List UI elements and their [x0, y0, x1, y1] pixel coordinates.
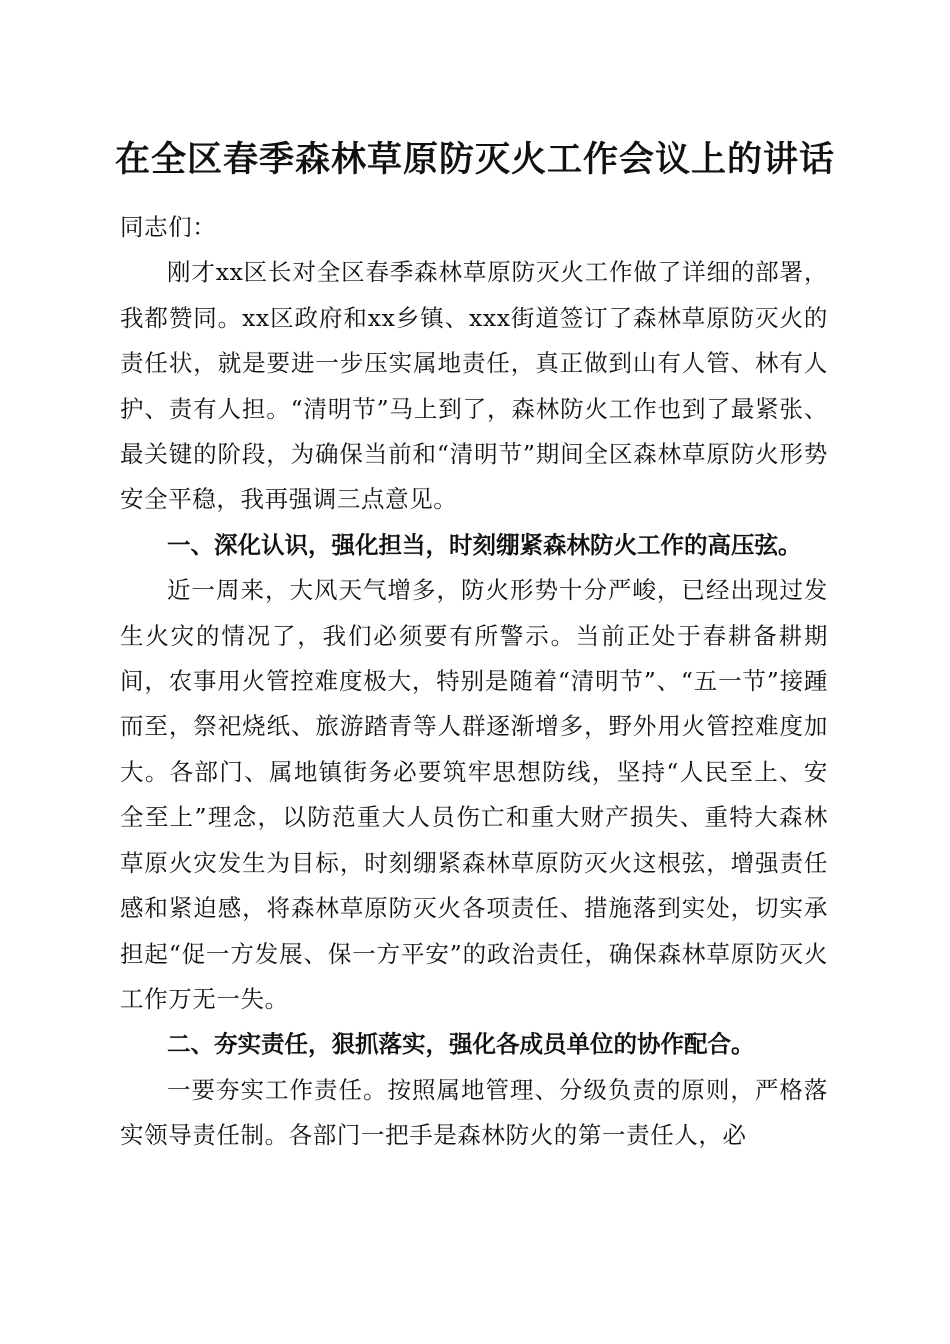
- salutation: 同志们：: [120, 213, 217, 241]
- document-body: [120, 205, 828, 1159]
- section-heading-1: 一、深化认识，强化担当，时刻绷紧森林防火工作的高压弦。: [167, 530, 802, 559]
- document-title: 在全区春季森林草原防灭火工作会议上的讲话: [114, 139, 835, 180]
- section-heading-2: 二、夯实责任，狠抓落实，强化各成员单位的协作配合。: [167, 1030, 755, 1059]
- paragraph-section-2: 一要夯实工作责任。按照属地管理、分级负责的原则，严格落实领导责任制。各部门一把手是森林防火的第一责任人，必: [120, 1075, 828, 1150]
- paragraph-section-1: 近一周来，大风天气增多，防火形势十分严峻，已经出现过发生火灾的情况了，我们必须要有所警示。当前正处于春耕备耕期间，农事用火管控难度极大，特别是随着“清明节”、“五一节”接踵而至，祭祀烧纸、旅游踏青等人群逐渐增多，野外用火管控难度加大。各部门、属地镇街务必要筑牢思想防线，坚持“人民至上、安全至上”理念，以防范重大人员伤亡和重大财产损失、重特大森林草原火灾发生为目标，时刻绷紧森林草原防灭火这根弦，增强责任感和紧迫感，将森林草原防灭火各项责任、措施落到实处，切实承担起“促一方发展、保一方平安”的政治责任，确保森林草原防灭火工作万无一失。: [120, 576, 828, 1013]
- paragraph-intro: 刚才xx区长对全区春季森林草原防灭火工作做了详细的部署，我都赞同。xx区政府和xx乡镇、xxx街道签订了森林草原防灭火的责任状，就是要进一步压实属地责任，真正做到山有人管、林有人护、责有人担。“清明节”马上到了，森林防火工作也到了最紧张、最关键的阶段，为确保当前和“清明节”期间全区森林草原防火形势安全平稳，我再强调三点意见。: [120, 258, 828, 514]
